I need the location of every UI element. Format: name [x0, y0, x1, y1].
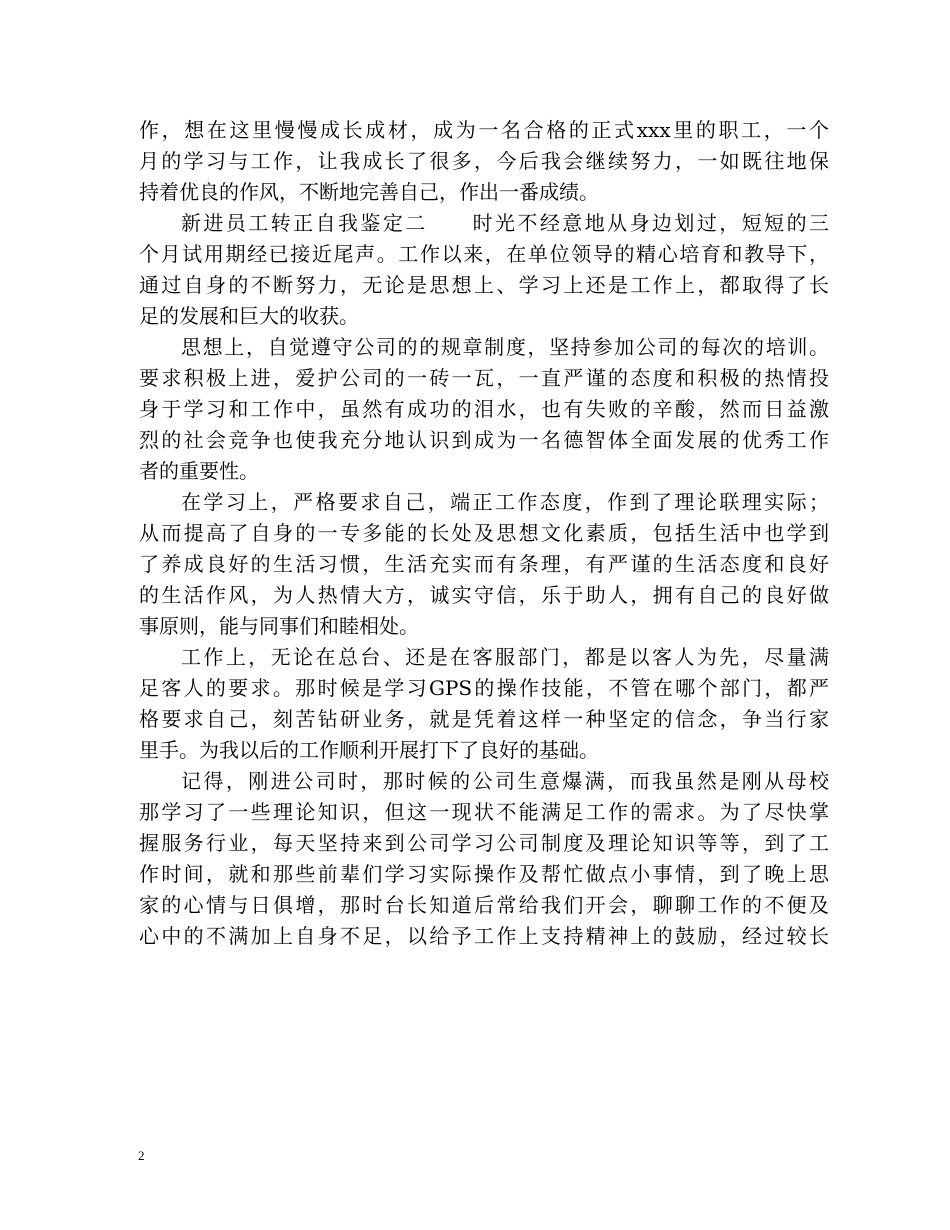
text-line: 身于学习和工作中，虽然有成功的泪水，也有失败的辛酸，然而日益激 [139, 397, 829, 421]
text-line: 心中的不满加上自身不足，以给予工作上支持精神上的鼓励，经过较长 [139, 924, 829, 948]
text-line: 了养成良好的生活习惯，生活充实而有条理，有严谨的生活态度和良好 [139, 552, 829, 576]
text-line: 新进员工转正自我鉴定二 时光不经意地从身边划过，短短的三 [181, 211, 829, 235]
text-line: 握服务行业，每天坚持来到公司学习公司制度及理论知识等等，到了工 [139, 831, 829, 855]
text-line: 里手。为我以后的工作顺利开展打下了良好的基础。 [139, 738, 599, 762]
text-line: 事原则，能与同事们和睦相处。 [139, 614, 419, 638]
page-number: 2 [138, 1148, 145, 1163]
text-line: 思想上，自觉遵守公司的的规章制度，坚持参加公司的每次的培训。 [181, 335, 829, 359]
text-line: 作时间，就和那些前辈们学习实际操作及帮忙做点小事情，到了晚上思 [139, 862, 829, 886]
text-line: 月的学习与工作，让我成长了很多，今后我会继续努力，一如既往地保 [139, 149, 829, 173]
text-line: 从而提高了自身的一专多能的长处及思想文化素质，包括生活中也学到 [139, 521, 829, 545]
text-line: 作，想在这里慢慢成长成材，成为一名合格的正式xxx里的职工，一个 [139, 118, 829, 142]
text-line: 的生活作风，为人热情大方，诚实守信，乐于助人，拥有自己的良好做 [139, 583, 829, 607]
text-line: 足的发展和巨大的收获。 [139, 304, 359, 328]
text-line: 烈的社会竞争也使我充分地认识到成为一名德智体全面发展的优秀工作 [139, 428, 829, 452]
text-line: 在学习上，严格要求自己，端正工作态度，作到了理论联理实际； [181, 490, 829, 514]
text-line: 通过自身的不断努力，无论是思想上、学习上还是工作上，都取得了长 [139, 273, 829, 297]
text-line: 工作上，无论在总台、还是在客服部门，都是以客人为先，尽量满 [181, 645, 829, 669]
text-line: 者的重要性。 [139, 459, 259, 483]
text-line: 记得，刚进公司时，那时候的公司生意爆满，而我虽然是刚从母校 [181, 769, 829, 793]
text-line: 格要求自己，刻苦钻研业务，就是凭着这样一种坚定的信念，争当行家 [139, 707, 829, 731]
text-line: 个月试用期经已接近尾声。工作以来，在单位领导的精心培育和教导下， [139, 242, 829, 266]
document-body [139, 115, 829, 952]
text-line: 持着优良的作风，不断地完善自己，作出一番成绩。 [139, 180, 599, 204]
text-line: 那学习了一些理论知识，但这一现状不能满足工作的需求。为了尽快掌 [139, 800, 829, 824]
text-line: 要求积极上进，爱护公司的一砖一瓦，一直严谨的态度和积极的热情投 [139, 366, 829, 390]
text-line: 家的心情与日俱增，那时台长知道后常给我们开会，聊聊工作的不便及 [139, 893, 829, 917]
text-line: 足客人的要求。那时候是学习GPS的操作技能，不管在哪个部门，都严 [139, 676, 829, 700]
